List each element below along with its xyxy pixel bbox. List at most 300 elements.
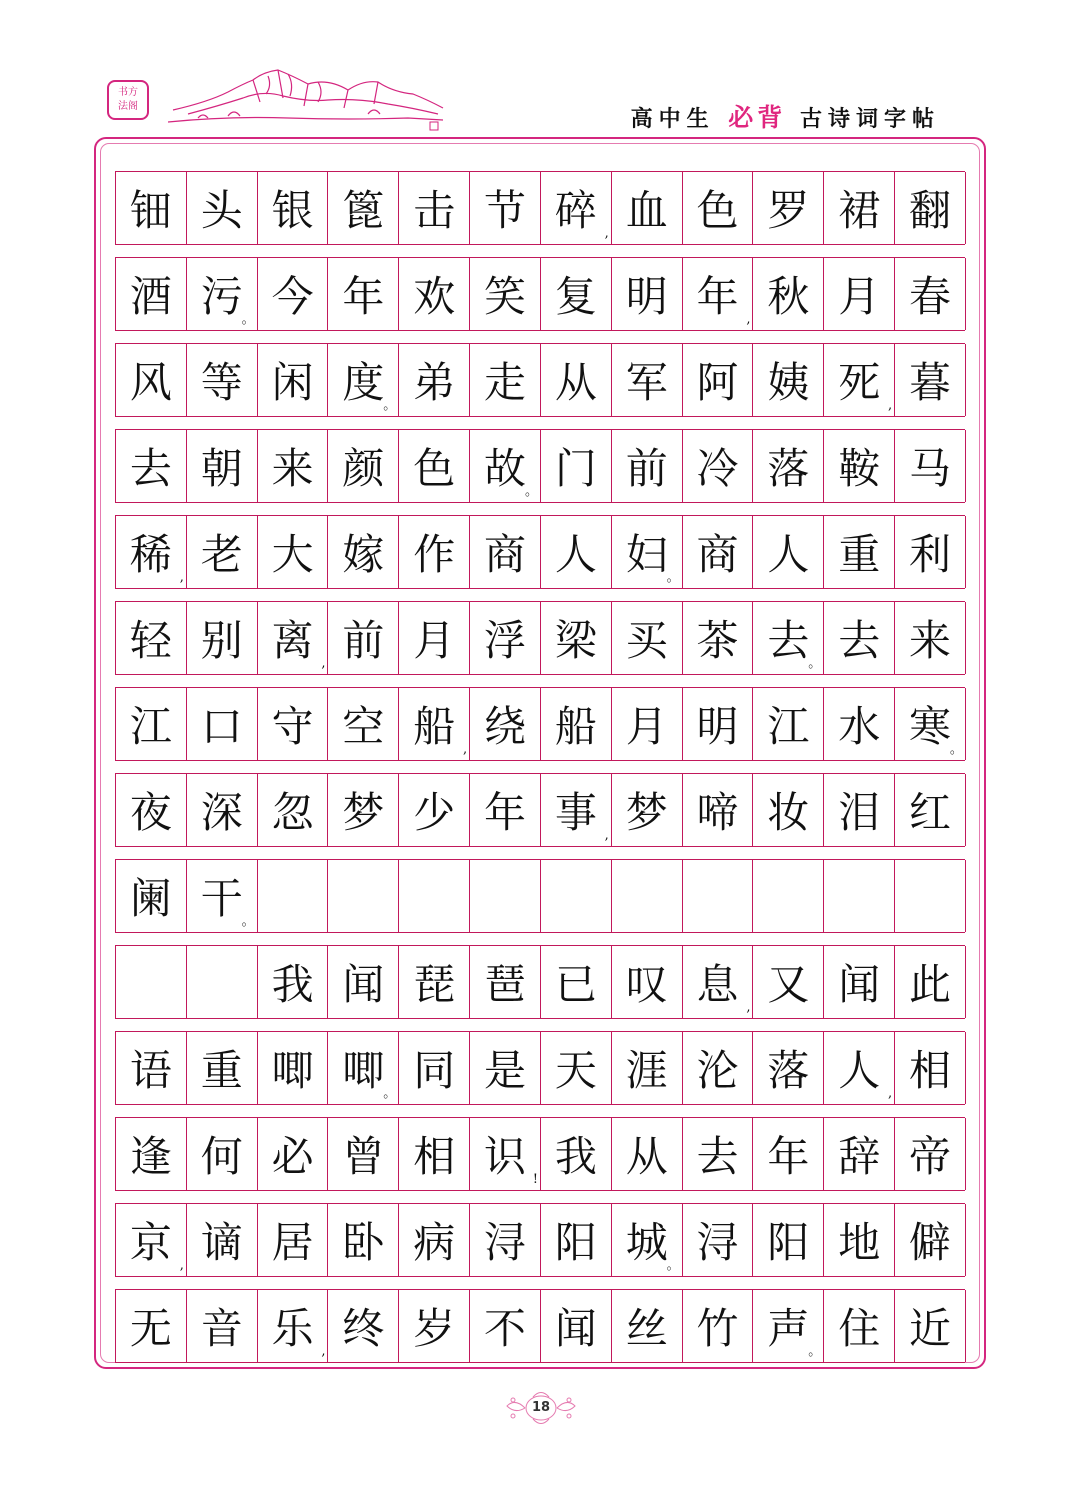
grid-row [115, 773, 965, 847]
grid-cell [258, 1118, 329, 1190]
grid-cell [187, 688, 258, 760]
grid-cell [187, 1118, 258, 1190]
character: 琶 [484, 960, 527, 1009]
grid-cell [399, 860, 470, 932]
character: 京 [129, 1218, 172, 1267]
grid-cell [541, 430, 612, 502]
character: 冷 [696, 444, 739, 493]
grid-row [115, 687, 965, 761]
grid-cell [116, 688, 187, 760]
character: 梦 [342, 788, 385, 837]
character: 离 [271, 616, 314, 665]
character: 声 [767, 1304, 810, 1353]
punctuation-mark: 。 [383, 1086, 397, 1101]
grid-cell [612, 1204, 683, 1276]
character: 重 [838, 530, 881, 579]
grid-cell [116, 1204, 187, 1276]
grid-cell [541, 774, 612, 846]
character: 来 [909, 616, 952, 665]
character: 来 [271, 444, 314, 493]
character: 血 [625, 186, 668, 235]
character: 船 [413, 702, 456, 751]
grid-cell [824, 602, 895, 674]
grid-cell [895, 1204, 966, 1276]
character: 等 [200, 358, 243, 407]
punctuation-mark: 。 [524, 484, 538, 499]
character: 今 [271, 272, 314, 321]
mountain-illustration [168, 62, 448, 132]
character: 音 [200, 1304, 243, 1353]
grid-cell [116, 1118, 187, 1190]
grid-cell [116, 774, 187, 846]
grid-cell [470, 860, 541, 932]
character: 梦 [625, 788, 668, 837]
grid-cell [895, 946, 966, 1018]
grid-cell [328, 1290, 399, 1362]
character: 秋 [767, 272, 810, 321]
title-accent: 必背 [728, 103, 787, 132]
grid-cell [612, 516, 683, 588]
grid-cell [612, 602, 683, 674]
grid-row [115, 343, 965, 417]
character: 必 [271, 1132, 314, 1181]
character: 浮 [484, 616, 527, 665]
grid-cell [541, 172, 612, 244]
grid-cell [895, 1118, 966, 1190]
character: 碎 [554, 186, 597, 235]
grid-cell [399, 774, 470, 846]
punctuation-mark: , [887, 398, 893, 413]
grid-cell [895, 688, 966, 760]
grid-cell [328, 172, 399, 244]
character: 颜 [342, 444, 385, 493]
character: 阑 [129, 874, 172, 923]
character: 妆 [767, 788, 810, 837]
grid-cell [753, 688, 824, 760]
grid-cell [612, 860, 683, 932]
grid-cell [895, 602, 966, 674]
punctuation-mark: , [746, 312, 751, 327]
grid-cell [399, 430, 470, 502]
character: 头 [200, 186, 243, 235]
character: 唧 [342, 1046, 385, 1095]
character: 沦 [696, 1046, 739, 1095]
grid-cell [470, 1032, 541, 1104]
grid-cell [541, 344, 612, 416]
grid-cell [541, 1118, 612, 1190]
character: 住 [838, 1304, 881, 1353]
character: 击 [413, 186, 456, 235]
grid-cell [187, 344, 258, 416]
character: 相 [413, 1132, 456, 1181]
character: 终 [342, 1304, 385, 1353]
grid-cell [116, 602, 187, 674]
character: 何 [200, 1132, 243, 1181]
grid-cell [258, 172, 329, 244]
character: 作 [413, 530, 456, 579]
character: 寒 [909, 702, 952, 751]
character: 地 [838, 1218, 881, 1267]
grid-cell [116, 1032, 187, 1104]
publisher-logo [107, 80, 149, 120]
grid-cell [683, 430, 754, 502]
grid-cell [612, 258, 683, 330]
grid-cell [470, 1204, 541, 1276]
punctuation-mark: , [604, 828, 609, 843]
character: 翻 [909, 186, 952, 235]
character: 妇 [625, 530, 668, 579]
grid-cell [541, 1032, 612, 1104]
character: 明 [625, 272, 668, 321]
character: 轻 [129, 616, 172, 665]
character: 笑 [484, 272, 527, 321]
grid-cell [328, 774, 399, 846]
grid-cell [399, 1204, 470, 1276]
character: 前 [625, 444, 668, 493]
character: 干 [200, 874, 243, 923]
grid-cell [258, 602, 329, 674]
grid-cell [683, 516, 754, 588]
grid-cell [612, 1032, 683, 1104]
character: 曾 [342, 1132, 385, 1181]
grid-cell [895, 860, 966, 932]
character: 少 [413, 788, 456, 837]
grid-cell [683, 1032, 754, 1104]
grid-cell [187, 1032, 258, 1104]
grid-cell [612, 774, 683, 846]
character: 朝 [200, 444, 243, 493]
character: 节 [484, 186, 527, 235]
grid-cell [258, 688, 329, 760]
grid-cell [470, 1118, 541, 1190]
grid-cell [470, 602, 541, 674]
grid-cell [541, 516, 612, 588]
character: 叹 [625, 960, 668, 1009]
character: 前 [342, 616, 385, 665]
grid-cell [824, 344, 895, 416]
grid-cell [470, 172, 541, 244]
character: 重 [200, 1046, 243, 1095]
logo-line-1: 书方 [118, 87, 138, 98]
grid-cell [895, 1032, 966, 1104]
character: 事 [554, 788, 597, 837]
grid-cell [328, 1032, 399, 1104]
character: 罗 [767, 186, 810, 235]
grid-cell [258, 860, 329, 932]
grid-cell [612, 1290, 683, 1362]
grid-cell [895, 172, 966, 244]
character: 污 [200, 272, 243, 321]
grid-cell [753, 516, 824, 588]
character: 从 [625, 1132, 668, 1181]
character: 逢 [129, 1132, 172, 1181]
character: 唧 [271, 1046, 314, 1095]
character: 年 [342, 272, 385, 321]
character: 岁 [413, 1304, 456, 1353]
grid-cell [187, 860, 258, 932]
punctuation-mark: ! [532, 1172, 538, 1187]
character: 门 [554, 444, 597, 493]
punctuation-mark: 。 [808, 1344, 822, 1359]
grid-cell [116, 344, 187, 416]
grid-cell [399, 344, 470, 416]
character: 竹 [696, 1304, 739, 1353]
grid-cell [753, 1118, 824, 1190]
grid-row [115, 171, 965, 245]
grid-cell [258, 1290, 329, 1362]
punctuation-mark: 。 [949, 742, 963, 757]
character: 明 [696, 702, 739, 751]
grid-cell [187, 1290, 258, 1362]
character: 阳 [767, 1218, 810, 1267]
punctuation-mark: 。 [241, 312, 255, 327]
character: 闻 [554, 1304, 597, 1353]
grid-cell [683, 1118, 754, 1190]
grid-cell [258, 430, 329, 502]
character: 茶 [696, 616, 739, 665]
grid-cell [824, 688, 895, 760]
grid-row [115, 1289, 965, 1363]
character: 复 [554, 272, 597, 321]
grid-cell [328, 688, 399, 760]
punctuation-mark: , [887, 1086, 893, 1101]
grid-cell [895, 774, 966, 846]
character: 夜 [129, 788, 172, 837]
grid-cell [612, 1118, 683, 1190]
grid-cell [116, 430, 187, 502]
grid-cell [895, 516, 966, 588]
punctuation-mark: 。 [666, 1258, 680, 1273]
grid-cell [399, 516, 470, 588]
grid-cell [895, 430, 966, 502]
punctuation-mark: , [463, 742, 468, 757]
character: 乐 [271, 1304, 314, 1353]
grid-cell [470, 774, 541, 846]
grid-cell [470, 1290, 541, 1362]
character: 姨 [767, 358, 810, 407]
grid-cell [258, 946, 329, 1018]
grid-cell [399, 602, 470, 674]
character: 马 [909, 444, 952, 493]
grid-row [115, 1031, 965, 1105]
grid-cell [328, 946, 399, 1018]
character: 度 [342, 358, 385, 407]
punctuation-mark: , [321, 656, 326, 671]
character: 江 [129, 702, 172, 751]
page-number-badge [505, 1388, 577, 1428]
character: 别 [200, 616, 243, 665]
character: 从 [554, 358, 597, 407]
character: 商 [696, 530, 739, 579]
grid-cell [258, 344, 329, 416]
punctuation-mark: , [746, 1000, 751, 1015]
character: 红 [909, 788, 952, 837]
character: 利 [909, 530, 952, 579]
character: 去 [838, 616, 881, 665]
character: 相 [909, 1046, 952, 1095]
grid-cell [399, 172, 470, 244]
grid-cell [470, 258, 541, 330]
grid-cell [187, 258, 258, 330]
character: 月 [413, 616, 456, 665]
grid-cell [399, 1290, 470, 1362]
character: 我 [271, 960, 314, 1009]
grid-cell [541, 602, 612, 674]
grid-cell [895, 258, 966, 330]
grid-cell [187, 946, 258, 1018]
grid-cell [258, 258, 329, 330]
grid-cell [116, 1290, 187, 1362]
page-number: 18 [531, 1400, 551, 1415]
grid-cell [470, 344, 541, 416]
character: 年 [696, 272, 739, 321]
title-suffix: 古诗词字帖 [799, 107, 940, 132]
grid-cell [753, 344, 824, 416]
character: 守 [271, 702, 314, 751]
punctuation-mark: 。 [808, 656, 822, 671]
grid-row [115, 257, 965, 331]
character: 鞍 [838, 444, 881, 493]
character: 啼 [696, 788, 739, 837]
grid-cell [328, 1204, 399, 1276]
character: 语 [129, 1046, 172, 1095]
grid-cell [612, 430, 683, 502]
character: 暮 [909, 358, 952, 407]
grid-cell [187, 516, 258, 588]
character: 走 [484, 358, 527, 407]
grid-cell [328, 602, 399, 674]
grid-cell [399, 1032, 470, 1104]
character: 欢 [413, 272, 456, 321]
grid-cell [753, 602, 824, 674]
grid-cell [328, 258, 399, 330]
grid-cell [187, 774, 258, 846]
character: 去 [767, 616, 810, 665]
character: 大 [271, 530, 314, 579]
character: 春 [909, 272, 952, 321]
character: 浔 [696, 1218, 739, 1267]
character: 老 [200, 530, 243, 579]
character: 买 [625, 616, 668, 665]
character: 谪 [200, 1218, 243, 1267]
character: 风 [129, 358, 172, 407]
practice-grid [115, 171, 965, 1375]
grid-cell [683, 1290, 754, 1362]
punctuation-mark: , [179, 570, 184, 585]
character: 商 [484, 530, 527, 579]
grid-cell [612, 172, 683, 244]
character: 不 [484, 1304, 527, 1353]
grid-cell [753, 774, 824, 846]
page-title [631, 98, 940, 134]
character: 稀 [129, 530, 172, 579]
grid-cell [328, 430, 399, 502]
grid-cell [187, 602, 258, 674]
character: 深 [200, 788, 243, 837]
grid-cell [824, 258, 895, 330]
title-prefix: 高中生 [630, 107, 715, 132]
character: 口 [200, 702, 243, 751]
punctuation-mark: , [321, 1344, 326, 1359]
punctuation-mark: , [179, 1258, 184, 1273]
grid-row [115, 1117, 965, 1191]
character: 故 [484, 444, 527, 493]
grid-cell [187, 172, 258, 244]
grid-cell [116, 946, 187, 1018]
grid-cell [753, 946, 824, 1018]
grid-row [115, 515, 965, 589]
character: 卧 [342, 1218, 385, 1267]
character: 色 [696, 186, 739, 235]
character: 阿 [696, 358, 739, 407]
grid-cell [824, 860, 895, 932]
character: 浔 [484, 1218, 527, 1267]
character: 月 [625, 702, 668, 751]
grid-cell [683, 602, 754, 674]
grid-cell [541, 1290, 612, 1362]
character: 裙 [838, 186, 881, 235]
character: 闻 [838, 960, 881, 1009]
character: 帝 [909, 1132, 952, 1181]
grid-cell [258, 1204, 329, 1276]
grid-cell [683, 258, 754, 330]
grid-cell [328, 1118, 399, 1190]
grid-cell [541, 258, 612, 330]
character: 钿 [129, 186, 172, 235]
grid-cell [824, 946, 895, 1018]
character: 辞 [838, 1132, 881, 1181]
grid-cell [541, 1204, 612, 1276]
grid-cell [541, 688, 612, 760]
character: 绕 [484, 702, 527, 751]
grid-cell [824, 1204, 895, 1276]
character: 去 [129, 444, 172, 493]
grid-cell [824, 1118, 895, 1190]
character: 嫁 [342, 530, 385, 579]
grid-cell [753, 258, 824, 330]
character: 银 [271, 186, 314, 235]
grid-cell [541, 860, 612, 932]
character: 同 [413, 1046, 456, 1095]
grid-cell [116, 172, 187, 244]
grid-cell [612, 946, 683, 1018]
grid-cell [612, 688, 683, 760]
character: 识 [484, 1132, 527, 1181]
grid-cell [895, 1290, 966, 1362]
grid-cell [187, 1204, 258, 1276]
grid-row [115, 601, 965, 675]
character: 涯 [625, 1046, 668, 1095]
grid-cell [824, 516, 895, 588]
character: 泪 [838, 788, 881, 837]
grid-cell [258, 774, 329, 846]
character: 篦 [342, 186, 385, 235]
character: 人 [554, 530, 597, 579]
punctuation-mark: 。 [383, 398, 397, 413]
character: 无 [129, 1304, 172, 1353]
grid-cell [328, 344, 399, 416]
character: 落 [767, 444, 810, 493]
grid-cell [541, 946, 612, 1018]
character: 是 [484, 1046, 527, 1095]
grid-cell [399, 688, 470, 760]
character: 已 [554, 960, 597, 1009]
grid-cell [753, 860, 824, 932]
grid-cell [824, 430, 895, 502]
grid-cell [683, 344, 754, 416]
character: 人 [767, 530, 810, 579]
character: 阳 [554, 1218, 597, 1267]
